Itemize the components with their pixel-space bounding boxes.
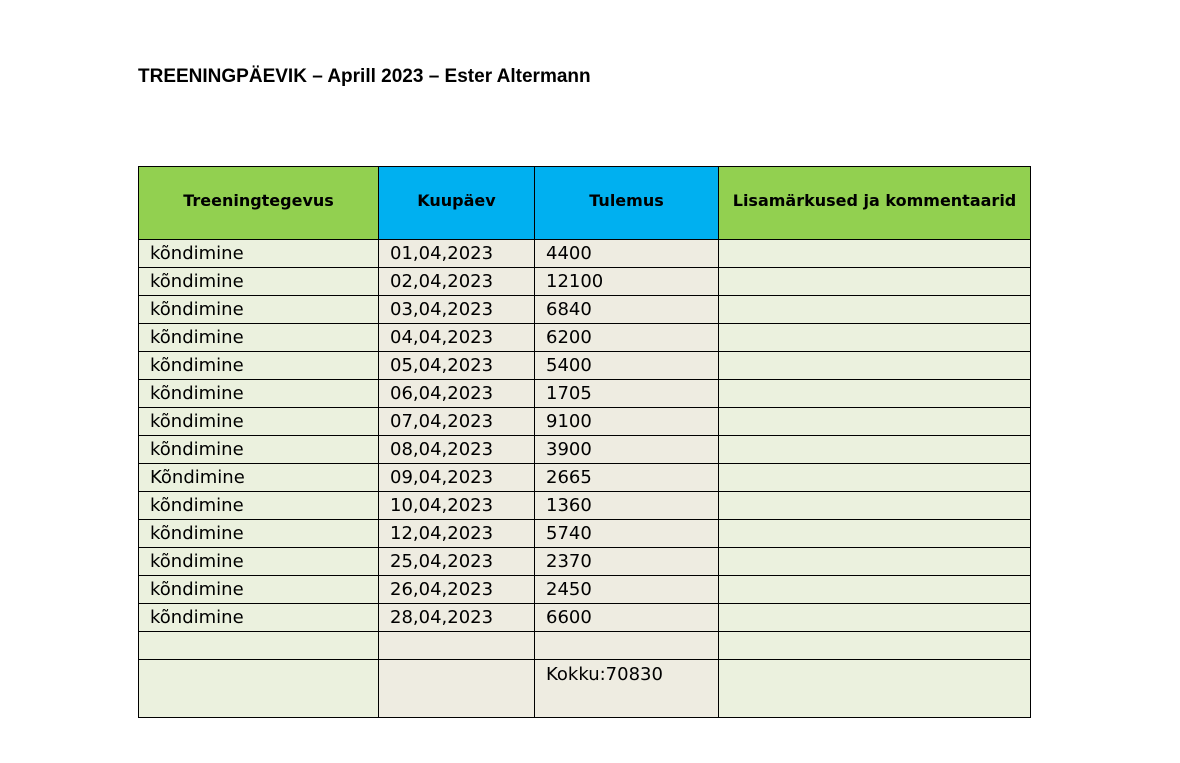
notes-cell[interactable]: [719, 352, 1031, 380]
activity-cell[interactable]: kõndimine: [139, 352, 379, 380]
table-row: [139, 268, 1031, 296]
result-cell[interactable]: 5400: [535, 352, 719, 380]
table-row: [139, 576, 1031, 604]
table-row: [139, 324, 1031, 352]
table-row: [139, 352, 1031, 380]
result-cell[interactable]: 2450: [535, 576, 719, 604]
notes-cell[interactable]: [719, 240, 1031, 268]
date-cell[interactable]: 10,04,2023: [379, 492, 535, 520]
activity-cell[interactable]: kõndimine: [139, 436, 379, 464]
activity-cell[interactable]: Kõndimine: [139, 464, 379, 492]
header-notes: Lisamärkused ja kommentaarid: [719, 167, 1031, 240]
notes-cell[interactable]: [719, 520, 1031, 548]
activity-cell[interactable]: kõndimine: [139, 520, 379, 548]
result-cell[interactable]: 6840: [535, 296, 719, 324]
table-body: [139, 240, 1031, 660]
activity-cell[interactable]: kõndimine: [139, 240, 379, 268]
table-row: [139, 604, 1031, 632]
activity-cell[interactable]: kõndimine: [139, 492, 379, 520]
result-cell[interactable]: 6200: [535, 324, 719, 352]
notes-cell[interactable]: [719, 464, 1031, 492]
activity-cell[interactable]: [139, 632, 379, 660]
notes-cell[interactable]: [719, 492, 1031, 520]
activity-cell[interactable]: kõndimine: [139, 408, 379, 436]
table-row: [139, 492, 1031, 520]
date-cell[interactable]: 09,04,2023: [379, 464, 535, 492]
result-cell[interactable]: 1360: [535, 492, 719, 520]
notes-cell[interactable]: [719, 604, 1031, 632]
table-row: [139, 296, 1031, 324]
notes-cell[interactable]: [719, 576, 1031, 604]
activity-cell[interactable]: kõndimine: [139, 576, 379, 604]
training-log-table: [138, 166, 1031, 718]
activity-cell[interactable]: kõndimine: [139, 296, 379, 324]
table-row: [139, 548, 1031, 576]
page-title: TREENINGPÄEVIK – Aprill 2023 – Ester Altermann: [138, 66, 591, 87]
header-row: [139, 167, 1031, 240]
date-cell[interactable]: [379, 632, 535, 660]
date-cell[interactable]: 02,04,2023: [379, 268, 535, 296]
header-result: Tulemus: [535, 167, 719, 240]
notes-cell[interactable]: [719, 268, 1031, 296]
result-cell[interactable]: 2370: [535, 548, 719, 576]
date-cell[interactable]: 26,04,2023: [379, 576, 535, 604]
notes-cell[interactable]: [719, 380, 1031, 408]
date-cell[interactable]: 03,04,2023: [379, 296, 535, 324]
total-result-cell[interactable]: Kokku:70830: [535, 660, 719, 718]
activity-cell[interactable]: kõndimine: [139, 268, 379, 296]
date-cell[interactable]: 04,04,2023: [379, 324, 535, 352]
table-row: [139, 436, 1031, 464]
date-cell[interactable]: 12,04,2023: [379, 520, 535, 548]
table-row: [139, 632, 1031, 660]
notes-cell[interactable]: [719, 436, 1031, 464]
activity-cell[interactable]: kõndimine: [139, 604, 379, 632]
total-notes-cell[interactable]: [719, 660, 1031, 718]
total-row: [139, 660, 1031, 718]
date-cell[interactable]: 06,04,2023: [379, 380, 535, 408]
notes-cell[interactable]: [719, 296, 1031, 324]
date-cell[interactable]: 28,04,2023: [379, 604, 535, 632]
date-cell[interactable]: 08,04,2023: [379, 436, 535, 464]
date-cell[interactable]: 25,04,2023: [379, 548, 535, 576]
result-cell[interactable]: 2665: [535, 464, 719, 492]
date-cell[interactable]: 07,04,2023: [379, 408, 535, 436]
table-row: [139, 408, 1031, 436]
activity-cell[interactable]: kõndimine: [139, 548, 379, 576]
date-cell[interactable]: 01,04,2023: [379, 240, 535, 268]
activity-cell[interactable]: kõndimine: [139, 324, 379, 352]
result-cell[interactable]: 5740: [535, 520, 719, 548]
date-cell[interactable]: 05,04,2023: [379, 352, 535, 380]
notes-cell[interactable]: [719, 408, 1031, 436]
total-date-cell[interactable]: [379, 660, 535, 718]
result-cell[interactable]: [535, 632, 719, 660]
activity-cell[interactable]: kõndimine: [139, 380, 379, 408]
table-row: [139, 240, 1031, 268]
notes-cell[interactable]: [719, 324, 1031, 352]
header-activity: Treeningtegevus: [139, 167, 379, 240]
result-cell[interactable]: 4400: [535, 240, 719, 268]
result-cell[interactable]: 1705: [535, 380, 719, 408]
table-row: [139, 464, 1031, 492]
notes-cell[interactable]: [719, 632, 1031, 660]
table-row: [139, 520, 1031, 548]
total-activity-cell[interactable]: [139, 660, 379, 718]
result-cell[interactable]: 3900: [535, 436, 719, 464]
notes-cell[interactable]: [719, 548, 1031, 576]
result-cell[interactable]: 12100: [535, 268, 719, 296]
result-cell[interactable]: 9100: [535, 408, 719, 436]
result-cell[interactable]: 6600: [535, 604, 719, 632]
header-date: Kuupäev: [379, 167, 535, 240]
table-row: [139, 380, 1031, 408]
